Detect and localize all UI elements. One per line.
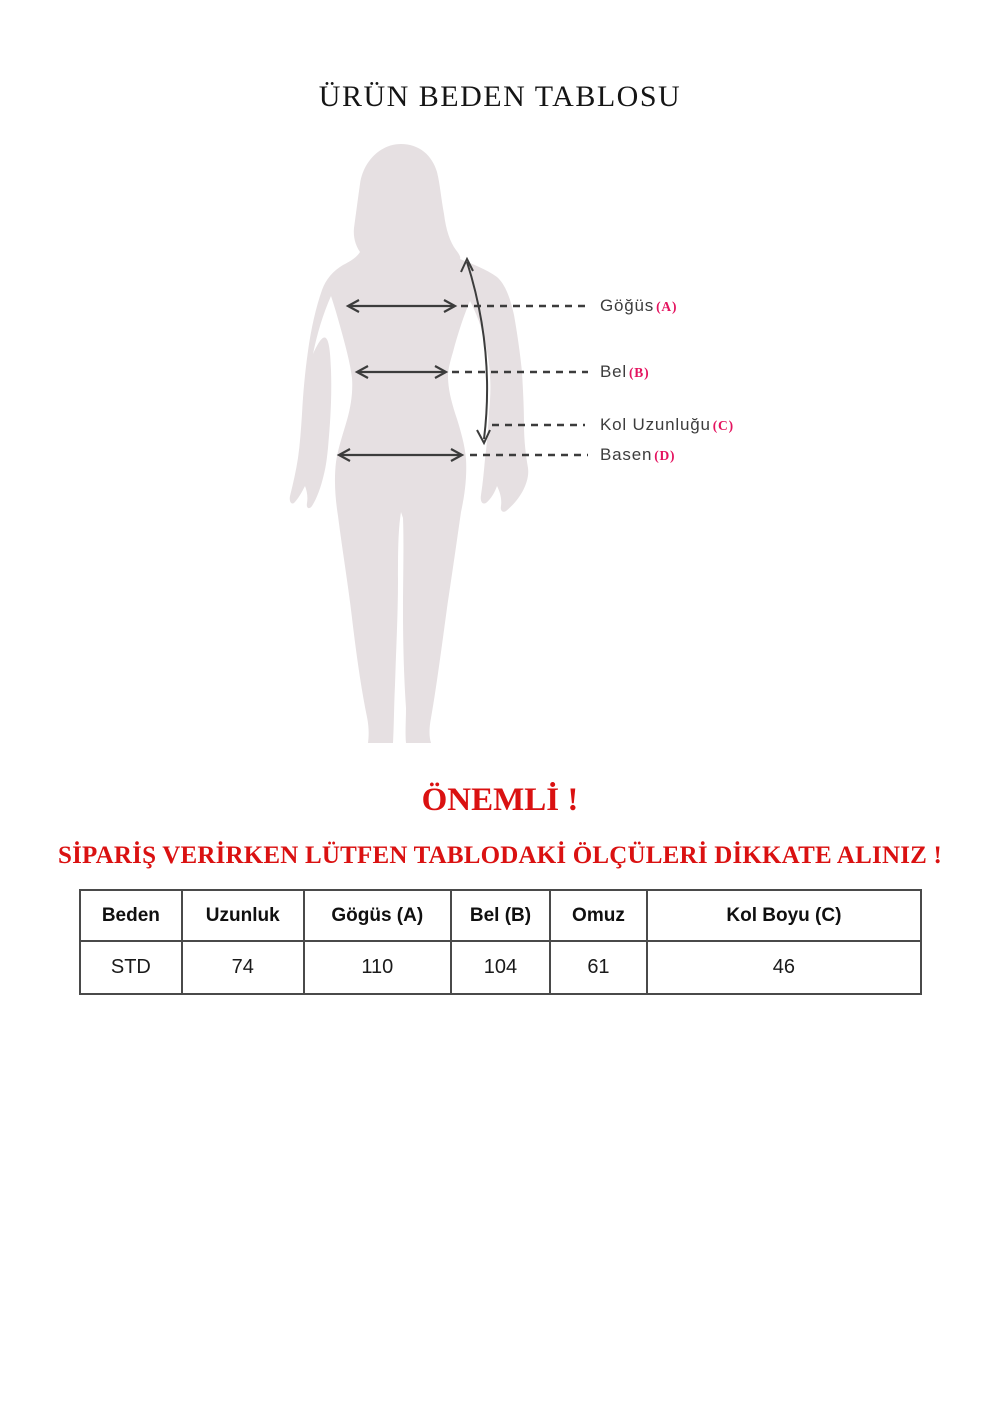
- measurement-marker-c: (C): [712, 418, 734, 433]
- table-row: [80, 941, 921, 994]
- header-bel: Bel (B): [451, 890, 550, 941]
- female-silhouette-figure: [270, 135, 610, 755]
- cell-gogus: 110: [304, 941, 451, 994]
- warning-message: SİPARİŞ VERİRKEN LÜTFEN TABLODAKİ ÖLÇÜLERİ DİKKATE ALINIZ !: [58, 842, 942, 869]
- female-silhouette: [290, 144, 529, 743]
- cell-bel: 104: [451, 941, 550, 994]
- measurement-marker-d: (D): [654, 448, 676, 463]
- cell-beden: STD: [80, 941, 182, 994]
- cell-kol-boyu: 46: [647, 941, 921, 994]
- measurement-marker-a: (A): [656, 299, 678, 314]
- header-omuz: Omuz: [550, 890, 647, 941]
- cell-uzunluk: 74: [182, 941, 304, 994]
- measurement-label-arm-text: Kol Uzunluğu: [600, 415, 711, 434]
- measurement-label-hip-text: Basen: [600, 445, 653, 464]
- measurement-label-chest-text: Göğüs: [600, 296, 655, 315]
- header-uzunluk: Uzunluk: [182, 890, 304, 941]
- important-heading: ÖNEMLİ !: [421, 782, 579, 818]
- header-gogus: Gögüs (A): [304, 890, 451, 941]
- size-table: [79, 889, 922, 995]
- measurement-label-hip: [600, 445, 675, 465]
- header-kol-boyu: Kol Boyu (C): [647, 890, 921, 941]
- measurement-marker-b: (B): [628, 365, 650, 380]
- measurement-label-chest: [600, 296, 677, 316]
- measurement-label-waist: [600, 362, 649, 382]
- measurement-label-waist-text: Bel: [600, 362, 627, 381]
- header-beden: Beden: [80, 890, 182, 941]
- measurement-label-arm-length: [600, 415, 734, 435]
- cell-omuz: 61: [550, 941, 647, 994]
- size-table-header-row: [80, 890, 921, 941]
- page-title: ÜRÜN BEDEN TABLOSU: [318, 80, 682, 113]
